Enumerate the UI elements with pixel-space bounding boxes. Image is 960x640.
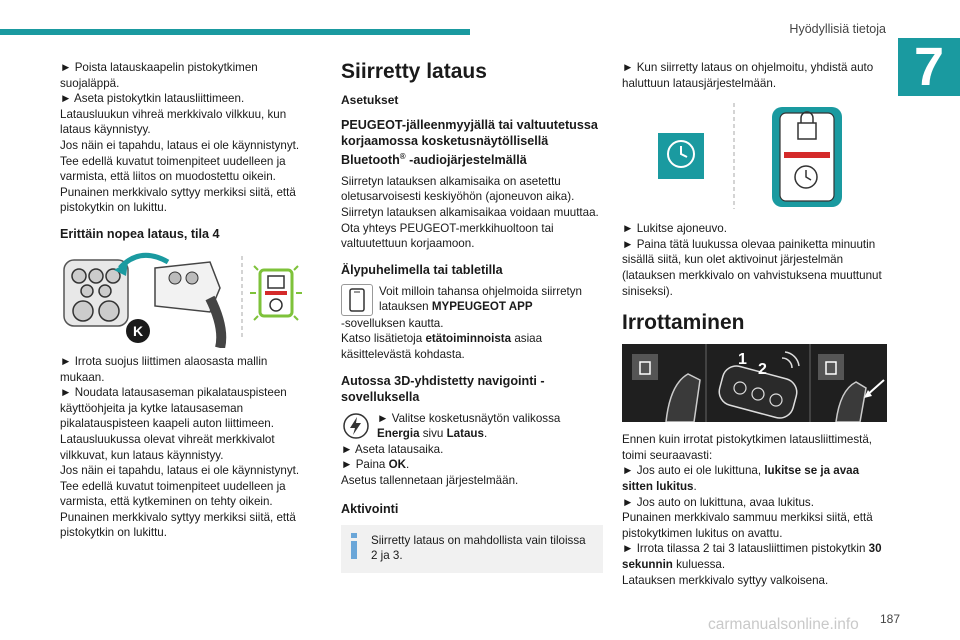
charge-button-illustration: [622, 97, 887, 215]
step-text: ► Jos auto on lukittuna, avaa lukitus.: [622, 495, 814, 509]
body-text: Punainen merkkivalo sammuu merkiksi siitä, että pistokytkimen lukitus on avattu.: [622, 511, 873, 540]
registered-mark: ®: [399, 151, 406, 161]
subheading: [341, 117, 603, 168]
watermark: carmanualsonline.info: [708, 616, 859, 633]
step-text: ► Paina tätä luukussa olevaa painiketta minuutin sisällä siitä, kun olet aktivoinut järjestelmän (latauksen merkkivalo on vahvistuksena muuttunut siniseksi).: [622, 237, 882, 298]
section-title: Irrottaminen: [622, 311, 745, 335]
fast-charge-figure: [60, 248, 310, 348]
dealer-heading-suffix: -audiojärjestelmällä: [405, 152, 527, 167]
body-text: Punainen merkkivalo syttyy merkiksi siitä, että pistokytkin on lukittu.: [60, 185, 296, 215]
phone-row: [341, 284, 603, 316]
header-title: Hyödyllisiä tietoja: [789, 22, 886, 36]
body-text: Asetus tallennetaan järjestelmään.: [341, 473, 519, 487]
info-box: [341, 525, 603, 573]
energy-icon: [341, 411, 371, 441]
body-text: Punainen merkkivalo syttyy merkiksi siitä, että pistokytkin on lukittu.: [60, 510, 296, 540]
section-title: Siirretty lataus: [341, 60, 487, 83]
body-text: Jos näin ei tapahdu, lataus ei ole käynnistynyt. Tee edellä kuvatut toimenpiteet uudelleen ja varmista, että kytkeminen on tehty oikein.: [60, 464, 300, 509]
app-name: MYPEUGEOT APP: [431, 300, 533, 314]
unlock-illustration: [622, 344, 887, 422]
body-text: Latausluukussa olevat vihreät merkkivalot vilkkuvat, kun lataus käynnistyy.: [60, 432, 275, 462]
delayed-charge-figure: [622, 97, 887, 215]
column-2: [341, 60, 603, 573]
subheading: Aktivointi: [341, 501, 399, 516]
column-3: [622, 60, 887, 588]
info-icon: [351, 533, 357, 559]
step-text: ► Irrota tilassa 2 tai 3 latausliittimen pistokytkin 30 sekunnin kuluessa.: [622, 542, 882, 571]
header-bar: [0, 29, 470, 35]
step-text: ► Jos auto ei ole lukittuna, lukitse se ja avaa sitten lukitus.: [622, 464, 860, 493]
body-text: Katso lisätietoja etätoiminnoista asiaa käsittelevästä kohdasta.: [341, 332, 543, 361]
body-text: Latauksen merkkivalo syttyy valkoisena.: [622, 573, 829, 587]
figure-number: 2: [758, 361, 767, 379]
connector-illustration: [60, 248, 310, 348]
chapter-number: 7: [898, 38, 960, 96]
section-heading: Erittäin nopea lataus, tila 4: [60, 226, 220, 241]
step-text: ► Noudata latausaseman pikalatauspisteen käyttöohjeita ja kytke latausaseman pikalatauspisteen kaapeli auton liittimeen.: [60, 386, 287, 431]
nav-row: [341, 411, 603, 442]
step-text: ► Kun siirretty lataus on ohjelmoitu, yhdistä auto haluttuun latausjärjestelmään.: [622, 61, 874, 90]
body-text: Siirretyn latauksen alkamisaikaa voidaan muuttaa.: [341, 205, 599, 219]
body-text: Ota yhteys PEUGEOT-merkkihuoltoon tai valtuutettuun korjaamoon.: [341, 221, 554, 251]
step-text: ► Aseta pistokytkin latausliittimeen.: [60, 92, 245, 106]
body-text: Ennen kuin irrotat pistokytkimen latausliittimestä, toimi seuraavasti:: [622, 433, 873, 462]
subheading: Autossa 3D-yhdistetty navigointi -sovelluksella: [341, 373, 545, 404]
step-text: ► Lukitse ajoneuvo.: [622, 222, 727, 236]
column-1: [60, 60, 310, 541]
figure-badge: K: [132, 322, 144, 339]
body-text: Latausluukun vihreä merkkivalo vilkkuu, kun lataus käynnistyy.: [60, 107, 287, 137]
info-text: Siirretty lataus on mahdollista vain tiloissa 2 ja 3.: [371, 533, 586, 563]
body-text: Jos näin ei tapahdu, lataus ei ole käynnistynyt. Tee edellä kuvatut toimenpiteet uudelleen ja varmista, että liitos on muodostettu oikein.: [60, 138, 300, 184]
step-text: ► Poista latauskaapelin pistokytkimen suojaläppä.: [60, 61, 258, 90]
step-text: ► Aseta latausaika.: [341, 442, 444, 456]
page-number: 187: [879, 612, 900, 626]
body-text: Siirretyn latauksen alkamisaika on asetettu oletusarvoisesti keskiyöhön (ajoneuvon aika).: [341, 174, 575, 204]
step-text: ► Paina OK.: [341, 458, 410, 472]
body-text: -sovelluksen kautta.: [341, 316, 444, 330]
step-text: ► Irrota suojus liittimen alaosasta mallin mukaan.: [60, 354, 268, 384]
subheading: Asetukset: [341, 93, 399, 107]
figure-number: 1: [738, 351, 747, 369]
phone-text: Voit milloin tahansa ohjelmoida siirretyn latauksen MYPEUGEOT APP: [379, 284, 582, 314]
nav-text: ► Valitse kosketusnäytön valikossa Energia sivu Lataus.: [377, 411, 561, 441]
subheading: Älypuhelimella tai tabletilla: [341, 262, 503, 277]
unlock-figure: [622, 344, 887, 422]
dealer-heading: PEUGEOT-jälleenmyyjällä tai valtuutetussa korjaamossa kosketusnäytöllisellä Bluetooth: [341, 117, 598, 167]
smartphone-icon: [341, 284, 373, 316]
